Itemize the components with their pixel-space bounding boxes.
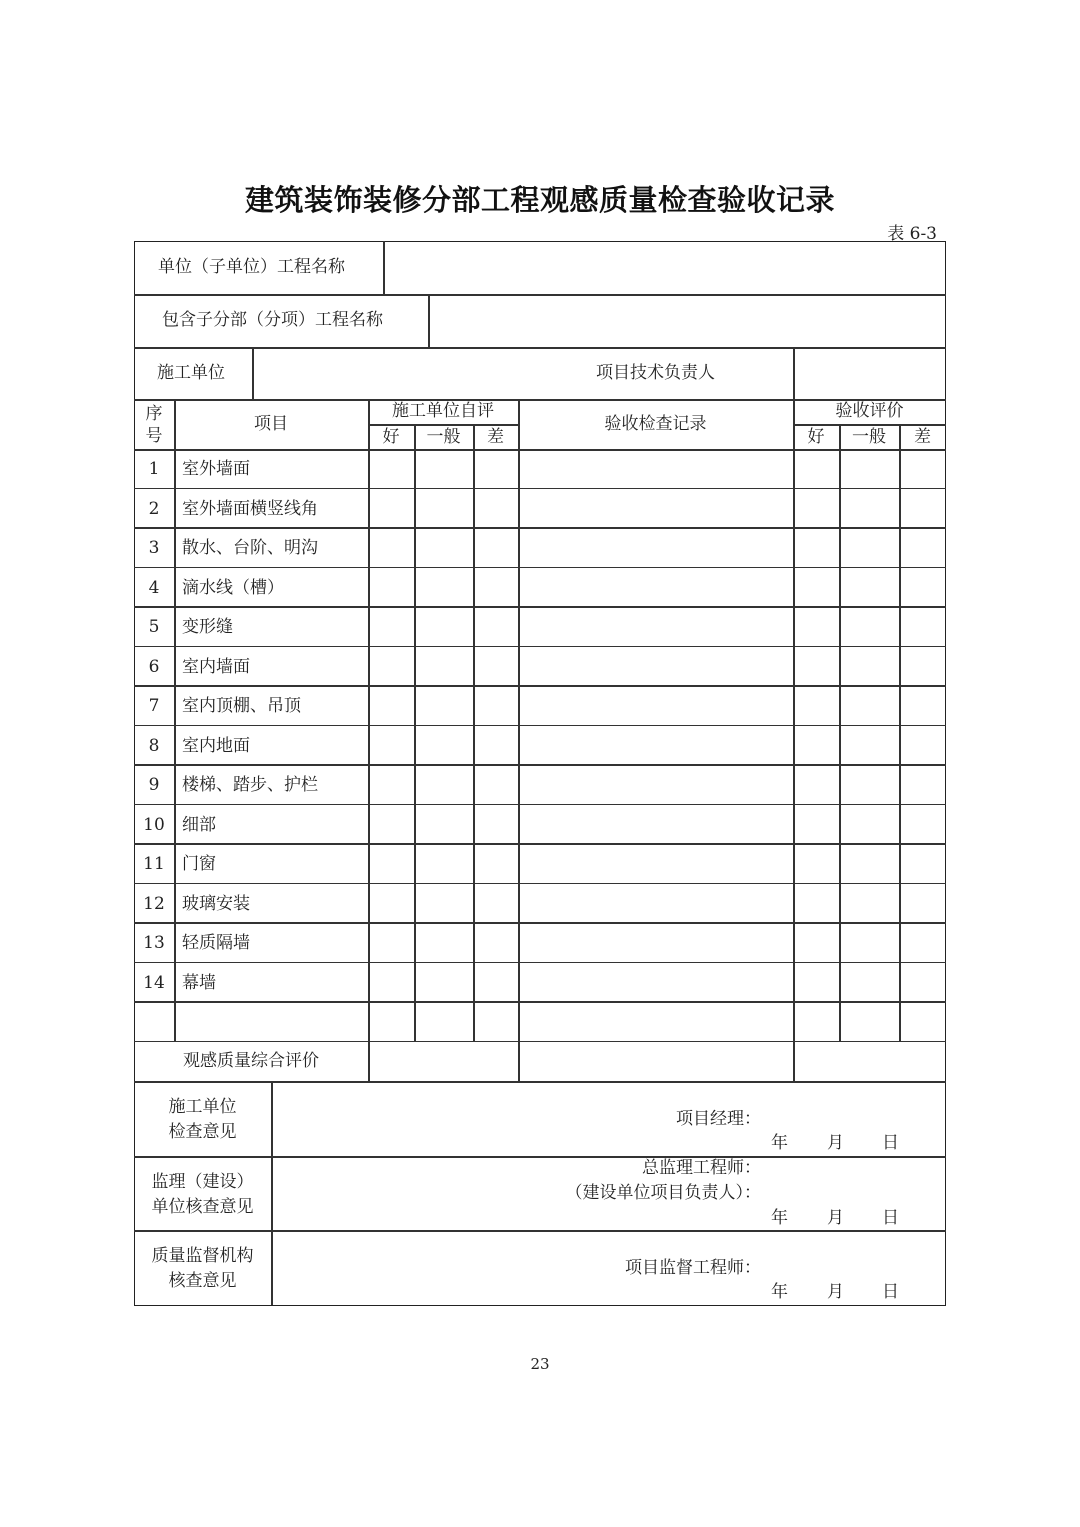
unit-project-name-field[interactable]	[386, 243, 942, 293]
divider	[134, 1230, 946, 1232]
self-eval-fair-cell[interactable]	[417, 1004, 471, 1040]
acceptance-fair-cell[interactable]	[842, 451, 897, 487]
self-eval-fair-cell[interactable]	[417, 609, 471, 645]
acceptance-poor-cell[interactable]	[902, 728, 944, 764]
table-row	[134, 528, 946, 568]
seq-header-line1: 序	[145, 404, 163, 424]
self-eval-fair-cell[interactable]	[417, 728, 471, 764]
opinion-label-line2: 核查意见	[168, 1271, 237, 1291]
self-eval-fair-cell[interactable]	[417, 846, 471, 882]
opinion-label-line2: 检查意见	[168, 1122, 237, 1142]
seq-header	[134, 403, 174, 447]
row-item-name: 门窗	[182, 854, 216, 874]
divider	[368, 424, 518, 426]
inspection-record-cell[interactable]	[521, 846, 791, 882]
acceptance-fair-cell[interactable]	[842, 886, 897, 922]
self-eval-poor-cell[interactable]	[476, 570, 516, 606]
divider	[383, 241, 385, 294]
divider	[414, 424, 416, 1042]
inspection-record-cell[interactable]	[521, 886, 791, 922]
self-eval-fair-header: 一般	[426, 427, 461, 447]
row-item-name: 室外墙面横竖线角	[182, 498, 318, 519]
acceptance-poor-cell[interactable]	[902, 807, 944, 843]
self-eval-fair-cell[interactable]	[417, 965, 471, 1001]
self-eval-fair-cell[interactable]	[417, 807, 471, 843]
row-number: 5	[148, 617, 160, 637]
acceptance-poor-cell[interactable]	[902, 491, 944, 527]
self-eval-poor-cell[interactable]	[476, 965, 516, 1001]
acceptance-fair-cell[interactable]	[842, 688, 897, 724]
acceptance-poor-cell[interactable]	[902, 649, 944, 685]
self-eval-good-header: 好	[382, 427, 400, 447]
sub-division-name-label: 包含子分部（分项）工程名称	[162, 310, 383, 330]
acceptance-good-header: 好	[807, 427, 825, 447]
summary-label: 观感质量综合评价	[183, 1051, 319, 1071]
inspection-record-cell[interactable]	[521, 649, 791, 685]
opinion-label-line2: 单位核查意见	[151, 1197, 254, 1217]
self-eval-fair-cell[interactable]	[417, 649, 471, 685]
row-item-name: 滴水线（槽）	[182, 577, 284, 598]
row-number: 9	[148, 775, 160, 795]
self-eval-good-cell[interactable]	[371, 965, 412, 1001]
table-row	[134, 489, 946, 529]
self-eval-fair-cell[interactable]	[417, 886, 471, 922]
self-eval-poor-cell[interactable]	[476, 925, 516, 961]
tech-lead-field[interactable]	[795, 349, 942, 398]
self-eval-good-cell[interactable]	[371, 530, 412, 566]
acceptance-fair-cell[interactable]	[842, 846, 897, 882]
unit-project-name-label: 单位（子单位）工程名称	[158, 257, 345, 277]
self-eval-poor-cell[interactable]	[476, 530, 516, 566]
self-eval-poor-cell[interactable]	[476, 807, 516, 843]
table-row	[134, 923, 946, 963]
self-eval-good-cell[interactable]	[371, 688, 412, 724]
row-item-name: 室内顶棚、吊顶	[182, 696, 301, 716]
acceptance-poor-cell[interactable]	[902, 451, 944, 487]
item-header: 项目	[254, 414, 288, 434]
acceptance-fair-cell[interactable]	[842, 609, 897, 645]
self-eval-fair-cell[interactable]	[417, 530, 471, 566]
self-eval-poor-cell[interactable]	[476, 649, 516, 685]
self-eval-good-cell[interactable]	[371, 609, 412, 645]
acceptance-poor-cell[interactable]	[902, 688, 944, 724]
acceptance-fair-cell[interactable]	[842, 570, 897, 606]
table-row	[134, 568, 946, 608]
self-eval-good-cell[interactable]	[371, 1004, 412, 1040]
self-eval-fair-cell[interactable]	[417, 451, 471, 487]
divider	[899, 424, 901, 1042]
acceptance-good-cell[interactable]	[796, 451, 837, 487]
self-eval-fair-cell[interactable]	[417, 491, 471, 527]
inspection-record-cell[interactable]	[521, 491, 791, 527]
inspection-record-cell[interactable]	[521, 767, 791, 803]
self-eval-good-cell[interactable]	[371, 451, 412, 487]
row-number: 12	[143, 893, 165, 914]
acceptance-good-cell[interactable]	[796, 767, 837, 803]
opinion-label	[134, 1170, 271, 1220]
table-number: 表 6-3	[887, 224, 937, 244]
row-number: 13	[143, 933, 165, 953]
divider	[793, 347, 795, 1081]
signer-label-secondary: （建设单位项目负责人）：	[565, 1183, 761, 1203]
self-eval-poor-cell[interactable]	[476, 728, 516, 764]
row-number: 2	[148, 498, 160, 519]
acceptance-poor-cell[interactable]	[902, 965, 944, 1001]
signer-label: 项目监督工程师：	[625, 1258, 761, 1278]
self-eval-fair-cell[interactable]	[417, 688, 471, 724]
row-item-name: 细部	[182, 814, 216, 835]
acceptance-fair-cell[interactable]	[842, 807, 897, 843]
row-item-name: 室内墙面	[182, 656, 250, 677]
date-year: 年	[771, 1208, 788, 1228]
acceptance-good-cell[interactable]	[796, 491, 837, 527]
acceptance-poor-cell[interactable]	[902, 530, 944, 566]
acceptance-fair-cell[interactable]	[842, 530, 897, 566]
inspection-record-cell[interactable]	[521, 530, 791, 566]
row-number: 4	[148, 577, 160, 598]
date-month: 月	[827, 1282, 844, 1302]
opinion-label	[134, 1244, 271, 1294]
signer-label: 总监理工程师：	[642, 1158, 761, 1178]
row-number: 10	[143, 814, 165, 835]
acceptance-good-cell[interactable]	[796, 807, 837, 843]
divider	[368, 399, 370, 1081]
acceptance-poor-cell[interactable]	[902, 886, 944, 922]
opinion-label-line1: 监理（建设）	[151, 1172, 254, 1192]
self-eval-good-cell[interactable]	[371, 807, 412, 843]
inspection-record-cell[interactable]	[521, 451, 791, 487]
self-eval-good-cell[interactable]	[371, 570, 412, 606]
acceptance-good-cell[interactable]	[796, 728, 837, 764]
row-item-name: 室内地面	[182, 735, 250, 756]
inspection-record-cell[interactable]	[521, 965, 791, 1001]
acceptance-good-cell[interactable]	[796, 609, 837, 645]
acceptance-fair-cell[interactable]	[842, 767, 897, 803]
summary-record-field[interactable]	[521, 1044, 791, 1080]
inspection-record-cell[interactable]	[521, 570, 791, 606]
row-item-name: 玻璃安装	[182, 893, 250, 914]
acceptance-fair-cell[interactable]	[842, 649, 897, 685]
row-item-name: 轻质隔墙	[182, 933, 250, 953]
date-month: 月	[827, 1208, 844, 1228]
date-day: 日	[882, 1208, 899, 1228]
acceptance-fair-cell[interactable]	[842, 1004, 897, 1040]
inspection-record-cell[interactable]	[521, 688, 791, 724]
inspection-record-header: 验收检查记录	[604, 414, 707, 434]
page-number: 23	[530, 1355, 550, 1373]
sub-division-name-field[interactable]	[431, 296, 942, 346]
acceptance-poor-cell[interactable]	[902, 570, 944, 606]
self-eval-good-cell[interactable]	[371, 491, 412, 527]
opinion-section	[134, 1156, 946, 1231]
opinion-section	[134, 1081, 946, 1156]
summary-acceptance-field[interactable]	[796, 1044, 943, 1080]
acceptance-good-cell[interactable]	[796, 925, 837, 961]
row-item-name: 室外墙面	[182, 459, 250, 479]
divider	[134, 1041, 946, 1043]
divider	[518, 399, 520, 1081]
opinion-label-line1: 质量监督机构	[151, 1246, 254, 1266]
acceptance-fair-cell[interactable]	[842, 965, 897, 1001]
acceptance-poor-header: 差	[914, 427, 931, 447]
acceptance-good-cell[interactable]	[796, 530, 837, 566]
acceptance-poor-cell[interactable]	[902, 609, 944, 645]
document-title: 建筑装饰装修分部工程观感质量检查验收记录	[244, 183, 835, 217]
self-eval-poor-cell[interactable]	[476, 491, 516, 527]
table-row	[134, 963, 946, 1003]
table-row	[134, 449, 946, 489]
self-eval-good-cell[interactable]	[371, 728, 412, 764]
table-row	[134, 647, 946, 687]
acceptance-good-cell[interactable]	[796, 1004, 837, 1040]
self-eval-poor-header: 差	[487, 427, 504, 447]
self-eval-header: 施工单位自评	[392, 401, 494, 421]
summary-self-eval-field[interactable]	[371, 1044, 516, 1080]
self-eval-good-cell[interactable]	[371, 649, 412, 685]
self-eval-fair-cell[interactable]	[417, 767, 471, 803]
date-day: 日	[882, 1282, 899, 1302]
row-item-name: 变形缝	[182, 617, 233, 637]
acceptance-poor-cell[interactable]	[902, 1004, 944, 1040]
acceptance-poor-cell[interactable]	[902, 846, 944, 882]
acceptance-fair-header: 一般	[852, 427, 886, 447]
self-eval-fair-cell[interactable]	[417, 570, 471, 606]
table-row	[134, 686, 946, 726]
opinion-label	[134, 1095, 271, 1145]
acceptance-good-cell[interactable]	[796, 965, 837, 1001]
row-number: 14	[143, 972, 165, 993]
row-item-name: 楼梯、踏步、护栏	[182, 775, 318, 795]
table-row	[134, 765, 946, 805]
seq-header-line2: 号	[145, 426, 163, 446]
divider	[134, 1156, 946, 1158]
self-eval-poor-cell[interactable]	[476, 609, 516, 645]
inspection-form-table	[134, 241, 946, 1306]
row-number: 8	[148, 735, 160, 756]
acceptance-fair-cell[interactable]	[842, 491, 897, 527]
self-eval-poor-cell[interactable]	[476, 1004, 516, 1040]
inspection-record-cell[interactable]	[521, 1004, 791, 1040]
row-item-name: 散水、台阶、明沟	[182, 538, 318, 558]
acceptance-good-cell[interactable]	[796, 846, 837, 882]
acceptance-good-cell[interactable]	[796, 886, 837, 922]
row-number: 1	[148, 459, 160, 479]
self-eval-good-cell[interactable]	[371, 846, 412, 882]
divider	[252, 347, 254, 399]
inspection-record-cell[interactable]	[521, 609, 791, 645]
table-row	[134, 884, 946, 924]
date-year: 年	[771, 1282, 788, 1302]
self-eval-poor-cell[interactable]	[476, 688, 516, 724]
acceptance-poor-cell[interactable]	[902, 925, 944, 961]
inspection-record-cell[interactable]	[521, 925, 791, 961]
self-eval-poor-cell[interactable]	[476, 886, 516, 922]
self-eval-good-cell[interactable]	[371, 925, 412, 961]
inspection-record-cell[interactable]	[521, 728, 791, 764]
inspection-record-cell[interactable]	[521, 807, 791, 843]
divider	[793, 424, 946, 426]
divider	[174, 399, 176, 1042]
self-eval-good-cell[interactable]	[371, 767, 412, 803]
row-number: 6	[148, 656, 160, 677]
table-row	[134, 1002, 946, 1042]
acceptance-fair-cell[interactable]	[842, 925, 897, 961]
tech-lead-label: 项目技术负责人	[596, 363, 715, 383]
table-row	[134, 726, 946, 766]
self-eval-poor-cell[interactable]	[476, 451, 516, 487]
row-number: 3	[148, 538, 160, 558]
row-item-name: 幕墙	[182, 972, 216, 993]
self-eval-poor-cell[interactable]	[476, 846, 516, 882]
acceptance-good-cell[interactable]	[796, 688, 837, 724]
divider	[428, 294, 430, 347]
signer-label: 项目经理：	[676, 1109, 761, 1129]
acceptance-fair-cell[interactable]	[842, 728, 897, 764]
self-eval-poor-cell[interactable]	[476, 767, 516, 803]
divider	[839, 424, 841, 1042]
acceptance-eval-header: 验收评价	[835, 401, 904, 421]
table-row	[134, 844, 946, 884]
acceptance-poor-cell[interactable]	[902, 767, 944, 803]
acceptance-good-cell[interactable]	[796, 570, 837, 606]
date-year: 年	[771, 1133, 788, 1153]
construction-unit-field[interactable]	[255, 349, 517, 398]
row-number: 11	[143, 854, 165, 874]
opinion-section	[134, 1230, 946, 1305]
self-eval-good-cell[interactable]	[371, 886, 412, 922]
self-eval-fair-cell[interactable]	[417, 925, 471, 961]
opinion-label-line1: 施工单位	[168, 1097, 237, 1117]
date-day: 日	[882, 1133, 899, 1153]
table-row	[134, 607, 946, 647]
acceptance-good-cell[interactable]	[796, 649, 837, 685]
construction-unit-label: 施工单位	[157, 363, 225, 383]
date-month: 月	[827, 1133, 844, 1153]
divider	[473, 424, 475, 1042]
table-row	[134, 805, 946, 845]
row-number: 7	[148, 696, 160, 716]
